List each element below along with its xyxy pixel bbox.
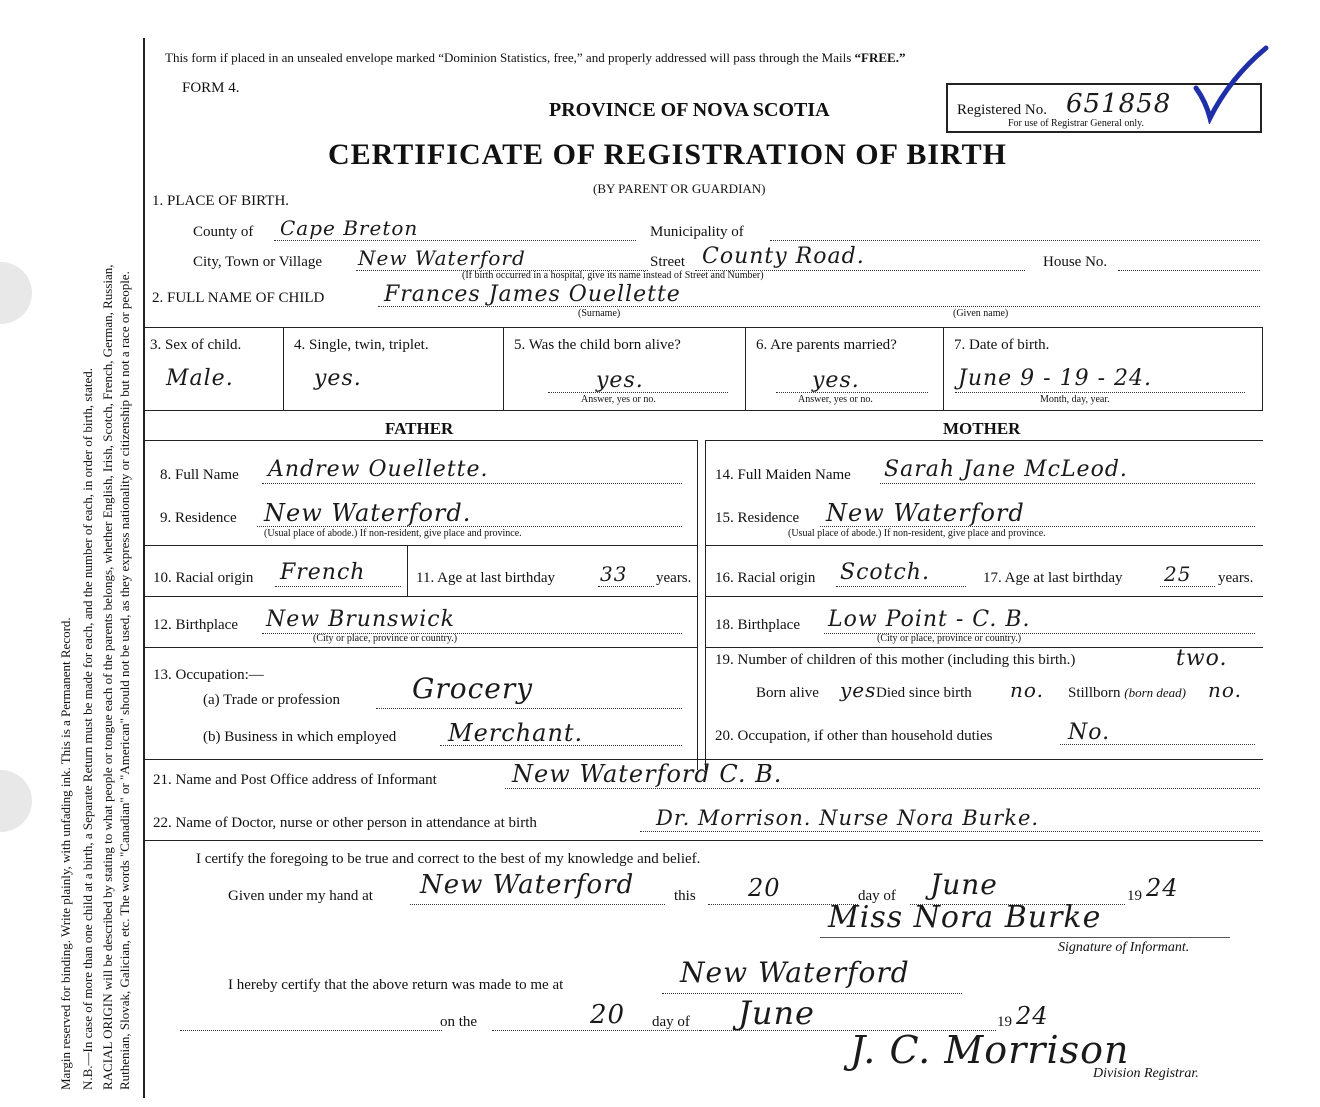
mother-heading: MOTHER — [943, 419, 1021, 438]
father-heading: FATHER — [385, 419, 454, 438]
punch-hole — [0, 262, 32, 324]
surname-note: (Surname) — [578, 308, 621, 319]
child-name-label: 2. FULL NAME OF CHILD — [152, 290, 325, 306]
certify-statement: I certify the foregoing to be true and correct to the best of my knowledge and belief. — [196, 851, 701, 867]
doctor-label: 22. Name of Doctor, nurse or other person in attendance at birth — [153, 815, 537, 831]
margin-line — [143, 38, 145, 1098]
died-value: no. — [1010, 678, 1044, 702]
child-name-value: Frances James Ouellette — [384, 282, 681, 307]
given-day-label: day of — [858, 888, 896, 904]
county-label: County of — [193, 224, 254, 240]
mother-residence-value: New Waterford — [826, 499, 1025, 527]
division-registrar-label: Division Registrar. — [1093, 1066, 1199, 1081]
father-years: years. — [656, 570, 692, 586]
mother-racial-label: 16. Racial origin — [715, 570, 816, 586]
certificate-title: CERTIFICATE OF REGISTRATION OF BIRTH — [328, 138, 1007, 171]
born-alive-label: Born alive — [756, 685, 819, 701]
registrar-day-label: day of — [652, 1014, 690, 1030]
on-the-label: on the — [440, 1014, 478, 1030]
municipality-label: Municipality of — [650, 224, 744, 240]
registrar-place: New Waterford — [680, 956, 910, 989]
single-label: 4. Single, twin, triplet. — [294, 337, 429, 353]
punch-hole — [0, 770, 32, 832]
given-place: New Waterford — [420, 870, 635, 900]
dob-value: June 9 - 19 - 24. — [958, 366, 1152, 391]
mother-name-label: 14. Full Maiden Name — [715, 467, 851, 483]
registrar-note: For use of Registrar General only. — [1008, 118, 1144, 129]
father-name-label: 8. Full Name — [160, 467, 239, 483]
registrar-day: 20 — [590, 1000, 626, 1030]
given-year: 24 — [1146, 874, 1179, 902]
city-value: New Waterford — [358, 246, 526, 270]
informant-label: 21. Name and Post Office address of Informant — [153, 772, 437, 788]
dob-note: Month, day, year. — [1040, 394, 1110, 405]
given-label: Given under my hand at — [228, 888, 373, 904]
mother-birthplace-value: Low Point - C. B. — [828, 607, 1031, 632]
given-name-note: (Given name) — [953, 308, 1009, 319]
sex-label: 3. Sex of child. — [150, 337, 242, 353]
mother-age-label: 17. Age at last birthday — [983, 570, 1123, 586]
alive-label: 5. Was the child born alive? — [514, 337, 681, 353]
father-name-value: Andrew Ouellette. — [268, 457, 489, 482]
form-number: FORM 4. — [182, 80, 240, 96]
single-value: yes. — [314, 366, 362, 391]
stillborn-value: no. — [1208, 678, 1242, 702]
side-note-3: RACIAL ORIGIN will be described by stating to what people or tongue each of the parents belongs, whether English, Irish, Scotch, French, German, Russian, — [100, 264, 115, 1090]
father-birthplace-value: New Brunswick — [266, 607, 455, 632]
county-value: Cape Breton — [280, 216, 419, 240]
mother-birthplace-label: 18. Birthplace — [715, 617, 800, 633]
check-mark-icon — [1190, 44, 1272, 124]
given-month: June — [930, 868, 998, 901]
province-heading: PROVINCE OF NOVA SCOTIA — [549, 99, 830, 121]
business-label: (b) Business in which employed — [203, 729, 397, 745]
informant-signature: Miss Nora Burke — [828, 900, 1102, 935]
mail-notice: This form if placed in an unsealed envelope marked “Dominion Statistics, free,” and properly addressed will pass through the Mails “FREE.” — [165, 50, 906, 65]
father-age-label: 11. Age at last birthday — [416, 570, 555, 586]
married-note: Answer, yes or no. — [798, 394, 873, 405]
stillborn-label: Stillborn (born dead) — [1068, 685, 1187, 701]
house-label: House No. — [1043, 254, 1108, 270]
registrar-signature: J. C. Morrison — [850, 1028, 1130, 1072]
registered-number: 651858 — [1066, 89, 1172, 119]
father-racial-label: 10. Racial origin — [153, 570, 254, 586]
children-label: 19. Number of children of this mother (including this birth.) — [715, 652, 1076, 668]
registered-label: Registered No. — [957, 102, 1047, 118]
certificate-subtitle: (BY PARENT OR GUARDIAN) — [593, 181, 766, 196]
business-value: Merchant. — [448, 719, 584, 747]
mother-occupation-label: 20. Occupation, if other than household duties — [715, 728, 993, 744]
registrar-year-prefix: 19 — [997, 1014, 1012, 1030]
given-year-prefix: 19 — [1127, 888, 1142, 904]
sex-value: Male. — [166, 366, 234, 391]
side-note-2: N.B.—In case of more than one child at a birth, a Separate Return must be made for each, and the number of each, in order of birth, stated. — [80, 368, 95, 1090]
trade-value: Grocery — [412, 672, 534, 705]
father-age-value: 33 — [600, 562, 628, 586]
given-day: 20 — [748, 874, 781, 902]
mother-age-value: 25 — [1164, 562, 1192, 586]
city-label: City, Town or Village — [193, 254, 323, 270]
father-abode-note: (Usual place of abode.) If non-resident, give place and province. — [264, 528, 522, 539]
street-label: Street — [650, 254, 685, 270]
dob-label: 7. Date of birth. — [954, 337, 1050, 353]
signature-label: Signature of Informant. — [1058, 940, 1190, 955]
registrar-month: June — [738, 994, 815, 1032]
mother-years: years. — [1218, 570, 1254, 586]
children-value: two. — [1176, 646, 1228, 671]
occupation-label: 13. Occupation:— — [153, 667, 264, 683]
died-label: Died since birth — [876, 685, 972, 701]
alive-value: yes. — [596, 368, 644, 393]
mother-racial-value: Scotch. — [840, 560, 930, 585]
mother-occupation-value: No. — [1068, 720, 1111, 745]
father-residence-label: 9. Residence — [160, 510, 237, 526]
side-note-1: Margin reserved for binding. Write plainly, with unfading ink. This is a Permanent Record. — [58, 617, 73, 1090]
father-racial-value: French — [280, 560, 366, 585]
alive-note: Answer, yes or no. — [581, 394, 656, 405]
side-note-4: Ruthenian, Slovak, Galician, etc. The words "Canadian" or "American" should not be used, as they express nationality or citizenship but not a race or people. — [117, 271, 132, 1090]
place-heading: 1. PLACE OF BIRTH. — [152, 193, 290, 209]
mother-abode-note: (Usual place of abode.) If non-resident, give place and province. — [788, 528, 1046, 539]
father-city-note: (City or place, province or country.) — [313, 633, 458, 644]
doctor-value: Dr. Morrison. Nurse Nora Burke. — [656, 806, 1040, 830]
registrar-statement: I hereby certify that the above return was made to me at — [228, 977, 564, 993]
father-birthplace-label: 12. Birthplace — [153, 617, 238, 633]
mother-residence-label: 15. Residence — [715, 510, 800, 526]
born-alive-value: yes — [840, 678, 877, 702]
married-value: yes. — [812, 368, 860, 393]
father-residence-value: New Waterford. — [264, 499, 472, 527]
mother-city-note: (City or place, province or country.) — [877, 633, 1022, 644]
trade-label: (a) Trade or profession — [203, 692, 341, 708]
informant-value: New Waterford C. B. — [512, 760, 783, 788]
mother-name-value: Sarah Jane McLeod. — [884, 457, 1128, 482]
hospital-note: (If birth occurred in a hospital, give its name instead of Street and Number) — [462, 270, 764, 281]
married-label: 6. Are parents married? — [756, 337, 897, 353]
registrar-year: 24 — [1016, 1002, 1049, 1030]
this-label: this — [674, 888, 696, 904]
street-value: County Road. — [702, 244, 865, 269]
